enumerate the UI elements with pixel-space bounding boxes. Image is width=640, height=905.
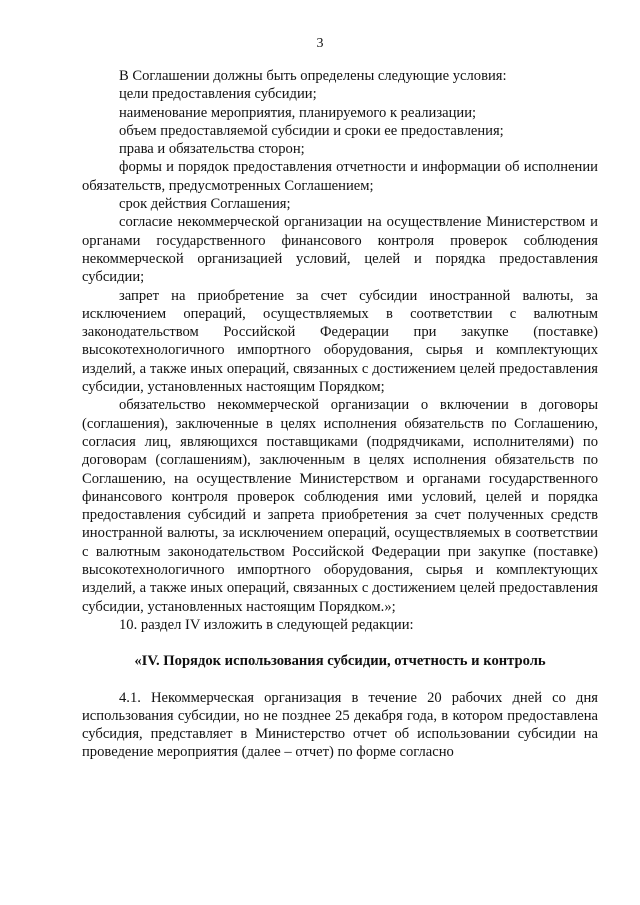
- paragraph-section-amendment: 10. раздел IV изложить в следующей редакции:: [119, 616, 414, 633]
- paragraph-conditions-intro: В Соглашении должны быть определены следующие условия:: [119, 68, 507, 84]
- paragraph-subsidy-volume: объем предоставляемой субсидии и сроки ее предоставления;: [119, 122, 504, 139]
- paragraph-currency-ban: запрет на приобретение за счет субсидии иностранной валюты, за исключением операций, осуществляемых в соответствии с валютным законодательством Российской Федерации при закупке (поставке) высокотехнологичного импортного оборудования, сырья и комплектующих изделий, а также иных операций, связанных с достижением целей предоставления субсидии, установленных настоящим Порядком;: [82, 287, 598, 396]
- paragraph-reporting-forms: формы и порядок предоставления отчетности и информации об исполнении обязательств, предусмотренных Соглашением;: [82, 159, 598, 194]
- document-body: [82, 67, 598, 762]
- paragraph-subsidy-goals: цели предоставления субсидии;: [119, 86, 317, 103]
- paragraph-inspection-consent: согласие некоммерческой организации на осуществление Министерством и органами государственного финансового контроля проверок соблюдения некоммерческой организацией условий, целей и порядка предоставления субсидии;: [82, 214, 598, 286]
- paragraph-event-name: наименование мероприятия, планируемого к реализации;: [119, 104, 477, 121]
- paragraph-agreement-term: срок действия Соглашения;: [119, 196, 291, 213]
- section-heading: «IV. Порядок использования субсидии, отчетность и контроль: [134, 653, 546, 670]
- page-number: 3: [316, 36, 324, 51]
- paragraph-4-1-report: 4.1. Некоммерческая организация в течение 20 рабочих дней со дня использования субсидии, но не позднее 25 декабря года, в котором предоставлена субсидия, представляет в Министерство отчет об использовании субсидии на проведение мероприятия (далее – отчет) по форме согласно: [82, 689, 598, 761]
- paragraph-contractor-obligation: обязательство некоммерческой организации о включении в договоры (соглашения), заключенные в целях исполнения обязательств по Соглашению, согласия лиц, являющихся поставщиками (подрядчиками, исполнителями) по договорам (соглашениям), заключенным в целях исполнения обязательств по Соглашению, на осуществление Министерством и органами государственного финансового контроля проверок соблюдения ими условий, целей и порядка предоставления субсидий и запрета приобретения за счет полученных средств иностранной валюты, за исключением операций, осуществляемых в соответствии с валютным законодательством Российской Федерации при закупке (поставке) высокотехнологичного импортного оборудования, сырья и комплектующих изделий, а также иных операций, связанных с достижением целей предоставления субсидии, установленных настоящим Порядком.»;: [82, 397, 598, 615]
- paragraph-rights-obligations: права и обязательства сторон;: [119, 141, 305, 158]
